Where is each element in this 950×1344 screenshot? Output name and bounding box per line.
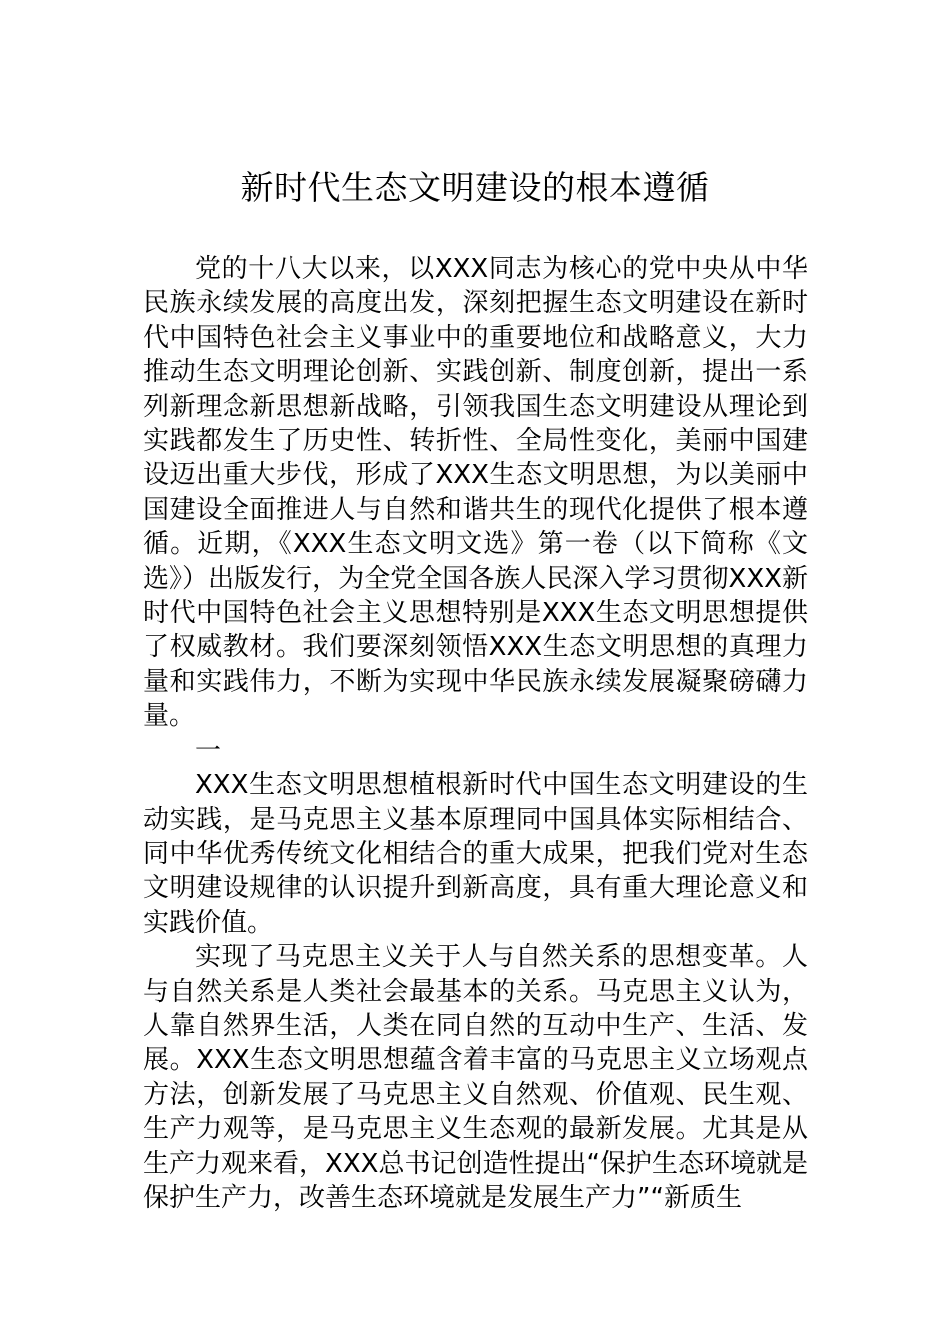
section-paragraph-1: XXX生态文明思想植根新时代中国生态文明建设的生动实践，是马克思主义基本原理同中国具体实际相结合、同中华优秀传统文化相结合的重大成果，把我们党对生态文明建设规律的认识提升到新高度，具有重大理论意义和实践价值。 [143, 770, 808, 938]
document-title: 新时代生态文明建设的根本遵循 [240, 168, 710, 207]
document-body [143, 252, 808, 1215]
section-heading: 一 [195, 735, 222, 766]
intro-paragraph: 党的十八大以来，以XXX同志为核心的党中央从中华民族永续发展的高度出发，深刻把握生态文明建设在新时代中国特色社会主义事业中的重要地位和战略意义，大力推动生态文明理论创新、实践创新、制度创新，提出一系列新理念新思想新战略，引领我国生态文明建设从理论到实践都发生了历史性、转折性、全局性变化，美丽中国建设迈出重大步伐，形成了XXX生态文明思想，为以美丽中国建设全面推进人与自然和谐共生的现代化提供了根本遵循。近期，《XXX生态文明文选》第一卷（以下简称《文选》）出版发行，为全党全国各族人民深入学习贯彻XXX新时代中国特色社会主义思想特别是XXX生态文明思想提供了权威教材。我们要深刻领悟XXX生态文明思想的真理力量和实践伟力，不断为实现中华民族永续发展凝聚磅礴力量。 [143, 254, 808, 732]
section-paragraph-2: 实现了马克思主义关于人与自然关系的思想变革。人与自然关系是人类社会最基本的关系。马克思主义认为，人靠自然界生活，人类在同自然的互动中生产、生活、发展。XXX生态文明思想蕴含着丰富的马克思主义立场观点方法，创新发展了马克思主义自然观、价值观、民生观、生产力观等，是马克思主义生态观的最新发展。尤其是从生产力观来看，XXX总书记创造性提出“保护生态环境就是保护生产力，改善生态环境就是发展生产力”“新质生 [143, 942, 808, 1213]
